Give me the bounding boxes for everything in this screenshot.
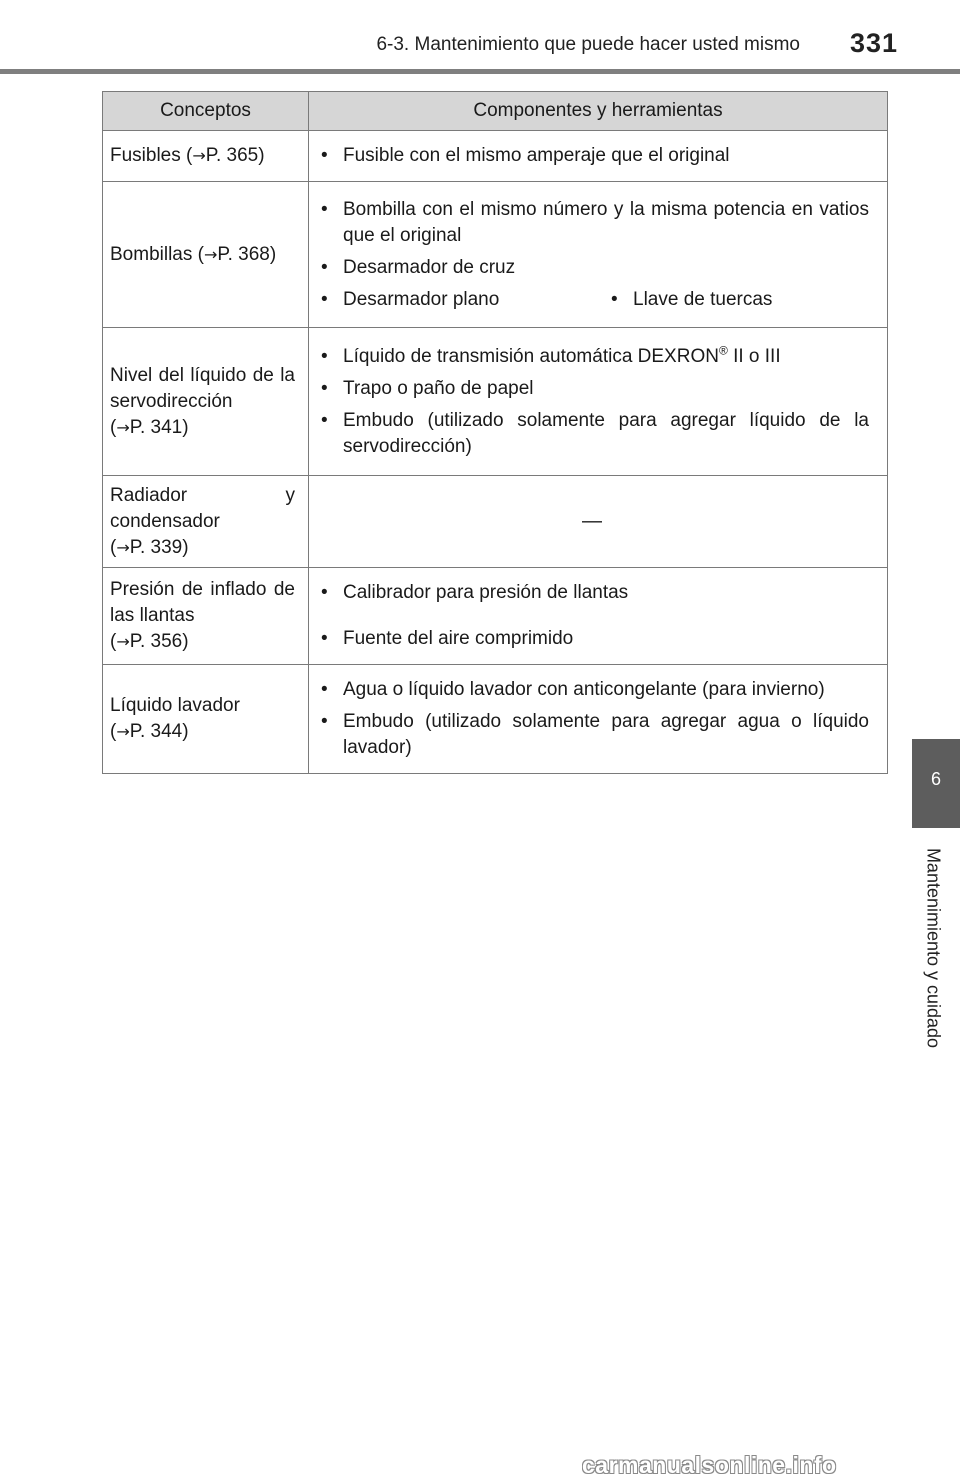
list-item: • Embudo (utilizado solamente para agregar líquido de la servodirección) — [315, 408, 869, 460]
concept-cell — [103, 131, 309, 182]
list-item: • Embudo (utilizado solamente para agregar agua o líquido lavador) — [315, 709, 869, 761]
concept-cell — [103, 665, 309, 774]
table-row — [103, 665, 888, 774]
column-header-concepts: Conceptos — [103, 92, 309, 131]
page-reference-link[interactable]: P. 339) — [129, 536, 189, 558]
table-row — [103, 476, 888, 568]
registered-mark: ® — [718, 343, 728, 358]
list-item: • Calibrador para presión de llantas — [315, 580, 869, 606]
page-reference-link[interactable]: P. 368) — [217, 243, 277, 265]
concept-cell — [103, 476, 309, 568]
concept-name: Nivel del líquido de la servodirección — [110, 364, 295, 412]
page-reference-link[interactable]: P. 341) — [129, 416, 189, 438]
chapter-number: 6 — [930, 769, 941, 789]
concept-name: Presión de inflado de las llantas — [110, 579, 295, 626]
list-item-pair — [315, 287, 869, 313]
list-item: • Desarmador de cruz — [315, 255, 869, 281]
concept-cell — [103, 328, 309, 476]
maintenance-table — [102, 91, 888, 774]
page-reference-link[interactable]: P. 344) — [129, 721, 189, 742]
table-row — [103, 568, 888, 665]
concept-ref-open: ( — [110, 721, 117, 742]
page-reference-link[interactable]: P. 365) — [205, 145, 265, 166]
list-item: • Desarmador plano — [315, 287, 605, 313]
concept-name: Bombillas ( — [110, 243, 204, 265]
arrow-icon: → — [116, 417, 130, 437]
concept-name: Fusibles ( — [110, 145, 193, 166]
concept-ref-open: ( — [110, 631, 117, 652]
table-row — [103, 131, 888, 182]
page-reference-link[interactable]: P. 356) — [129, 631, 189, 652]
page-number: 331 — [849, 28, 898, 58]
concept-ref-open: ( — [110, 536, 117, 558]
list-item — [315, 344, 869, 370]
list-item: • Bombilla con el mismo número y la misma potencia en vatios que el original — [315, 197, 869, 249]
table-row — [103, 328, 888, 476]
list-item: • Fusible con el mismo amperaje que el original — [315, 143, 869, 169]
list-item: • Fuente del aire comprimido — [315, 626, 869, 652]
list-item: • Llave de tuercas — [605, 287, 772, 313]
concept-cell — [103, 182, 309, 328]
arrow-icon: → — [116, 722, 130, 741]
items-cell — [309, 182, 888, 328]
arrow-icon: → — [203, 244, 218, 264]
concept-cell — [103, 568, 309, 665]
list-item: • Trapo o paño de papel — [315, 376, 869, 402]
chapter-label: Mantenimiento y cuidado — [923, 847, 944, 1049]
items-cell — [309, 131, 888, 182]
concept-name: Líquido lavador — [110, 695, 240, 716]
table-row — [103, 182, 888, 328]
list-item: • Agua o líquido lavador con anticongelante (para invierno) — [315, 677, 869, 703]
concept-ref-open: ( — [110, 416, 117, 438]
arrow-icon: → — [116, 537, 130, 557]
empty-dash: — — [582, 509, 602, 532]
items-cell — [309, 328, 888, 476]
column-header-components: Componentes y herramientas — [309, 92, 888, 131]
arrow-icon: → — [192, 146, 206, 165]
concept-name: Radiador y condensador — [110, 484, 295, 532]
watermark: carmanualsonline.info — [582, 1452, 837, 1478]
items-cell — [309, 665, 888, 774]
chapter-tab — [912, 739, 960, 828]
item-text: Líquido de transmisión automática DEXRON — [343, 345, 719, 367]
table-header-row — [103, 92, 888, 131]
items-cell — [309, 568, 888, 665]
section-title: 6-3. Mantenimiento que puede hacer usted mismo — [376, 34, 800, 55]
header-rule — [0, 69, 960, 74]
arrow-icon: → — [116, 632, 130, 651]
items-cell-empty — [309, 476, 888, 568]
item-text: II o III — [727, 345, 781, 367]
